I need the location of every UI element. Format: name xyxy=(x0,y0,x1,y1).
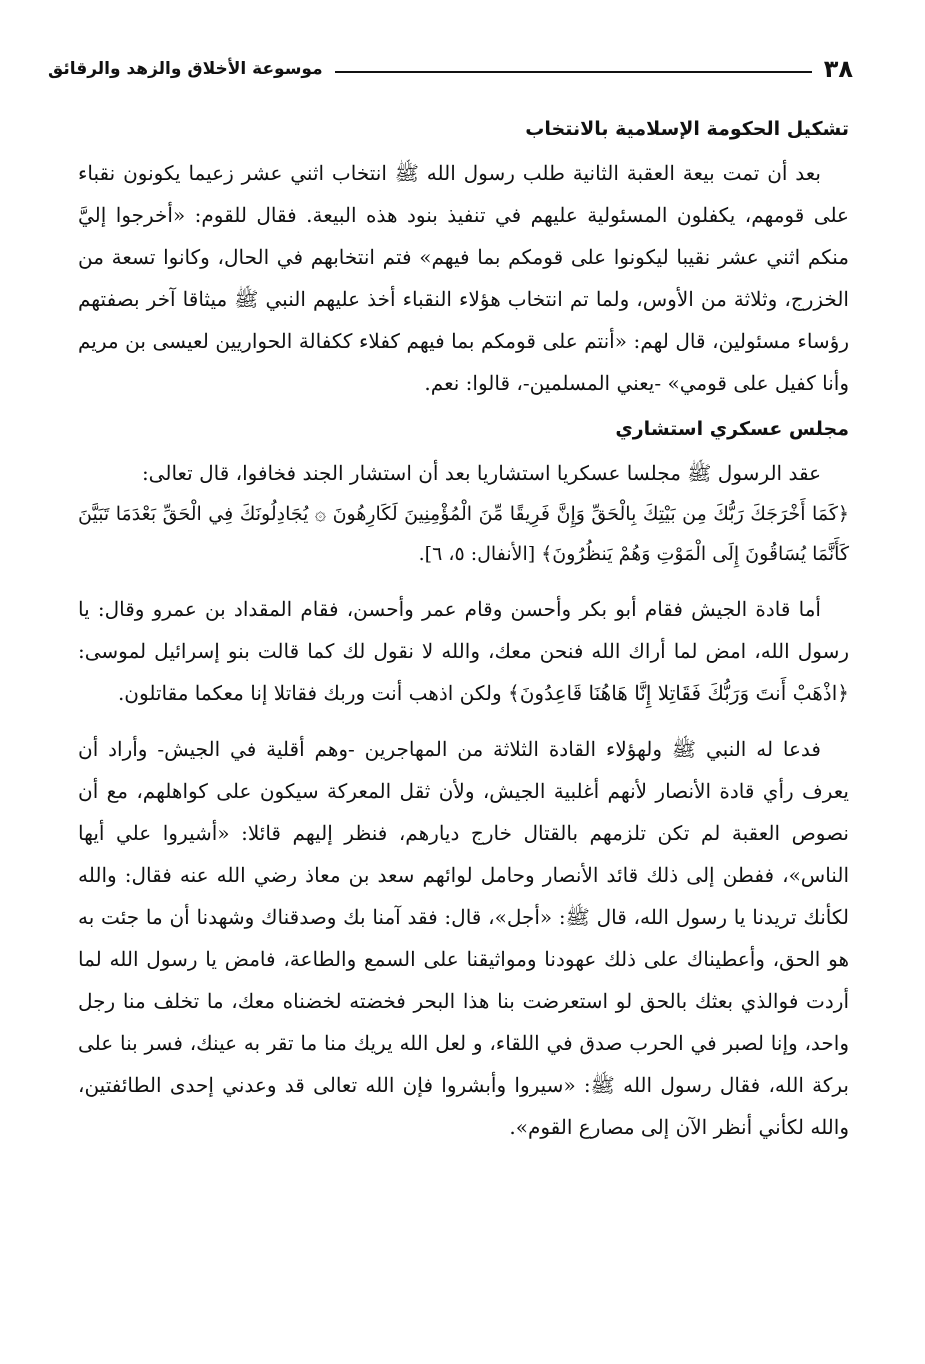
paragraph: عقد الرسول ﷺ مجلسا عسكريا استشاريا بعد أن استشار الجند فخافوا، قال تعالى: xyxy=(141,461,821,485)
header-rule xyxy=(335,71,812,73)
section-heading: مجلس عسكري استشاري xyxy=(615,418,849,440)
page-body xyxy=(78,106,849,1162)
paragraph: بعد أن تمت بيعة العقبة الثانية طلب رسول الله ﷺ انتخاب اثني عشر زعيما يكونون نقباء على قومهم، يكفلون المسئولية عليهم في تنفيذ بنود هذه البيعة. فقال للقوم: «أخرجوا إليَّ منكم اثني عشر نقيبا ليكونوا على قومكم بما فيهم» فتم انتخابهم في الحال، وكانوا تسعة من الخزرج، وثلاثة من الأوس، ولما تم انتخاب هؤلاء النقباء أخذ عليهم النبي ﷺ ميثاقا آخر بصفتهم رؤساء مسئولين، قال لهم: «أنتم على قومكم بما فيهم كفلاء ككفالة الحواريين لعيسى بن مريم وأنا كفيل على قومي» -يعني المسلمين-، قالوا: نعم. xyxy=(78,161,849,395)
book-title: موسوعة الأخلاق والزهد والرقائق xyxy=(48,59,323,79)
page-number: ٣٨ xyxy=(823,55,853,83)
running-header xyxy=(48,52,853,86)
paragraph: فدعا له النبي ﷺ ولهؤلاء القادة الثلاثة من المهاجرين -وهم أقلية في الجيش- وأراد أن يعرف رأي قادة الأنصار لأنهم أغلبية الجيش، ولأن ثقل المعركة سيكون على كواهلهم، مع أن نصوص العقبة لم تكن تلزمهم بالقتال خارج ديارهم، فنظر إليهم قائلا: «أشيروا علي أيها الناس»، ففطن إلى ذلك قائد الأنصار وحامل لوائهم سعد بن معاذ رضي الله عنه فقال: والله لكأنك تريدنا يا رسول الله، قال ﷺ: «أجل»، قال: فقد آمنا بك وصدقناك وشهدنا أن ما جئت به هو الحق، وأعطيناك على ذلك عهودنا ومواثيقنا على السمع والطاعة، فامض يا رسول الله لما أردت فوالذي بعثك بالحق لو استعرضت بنا هذا البحر فخضته لخضناه معك، ما تخلف منا رجل واحد، وإنا لصبر في الحرب صدق في اللقاء، و لعل الله يريك منا ما تقر به عينك، فسر بنا على بركة الله، فقال رسول الله ﷺ: «سيروا وأبشروا فإن الله تعالى قد وعدني إحدى الطائفتين، والله لكأني أنظر الآن إلى مصارع القوم». xyxy=(78,737,850,1139)
quran-quote: ﴿كَمَا أَخْرَجَكَ رَبُّكَ مِن بَيْتِكَ بِالْحَقِّ وَإِنَّ فَرِيقًا مِّنَ الْمُؤْمِنِينَ لَكَارِهُونَ ۞ يُجَادِلُونَكَ فِي الْحَقِّ بَعْدَمَا تَبَيَّنَ كَأَنَّمَا يُسَاقُونَ إِلَى الْمَوْتِ وَهُمْ يَنظُرُونَ﴾ [الأنفال: ٥، ٦]. xyxy=(78,503,849,565)
paragraph: أما قادة الجيش فقام أبو بكر وأحسن وقام عمر وأحسن، فقام المقداد بن عمرو وقال: يا رسول الله، امض لما أراك الله فنحن معك، والله لا نقول لك كما قالت بنو إسرائيل لموسى: ﴿اذْهَبْ أَنتَ وَرَبُّكَ فَقَاتِلا إِنَّا هَاهُنَا قَاعِدُونَ﴾ ولكن اذهب أنت وربك فقاتلا إنا معكما مقاتلون. xyxy=(78,597,849,705)
section-heading: تشكيل الحكومة الإسلامية بالانتخاب xyxy=(525,118,849,140)
